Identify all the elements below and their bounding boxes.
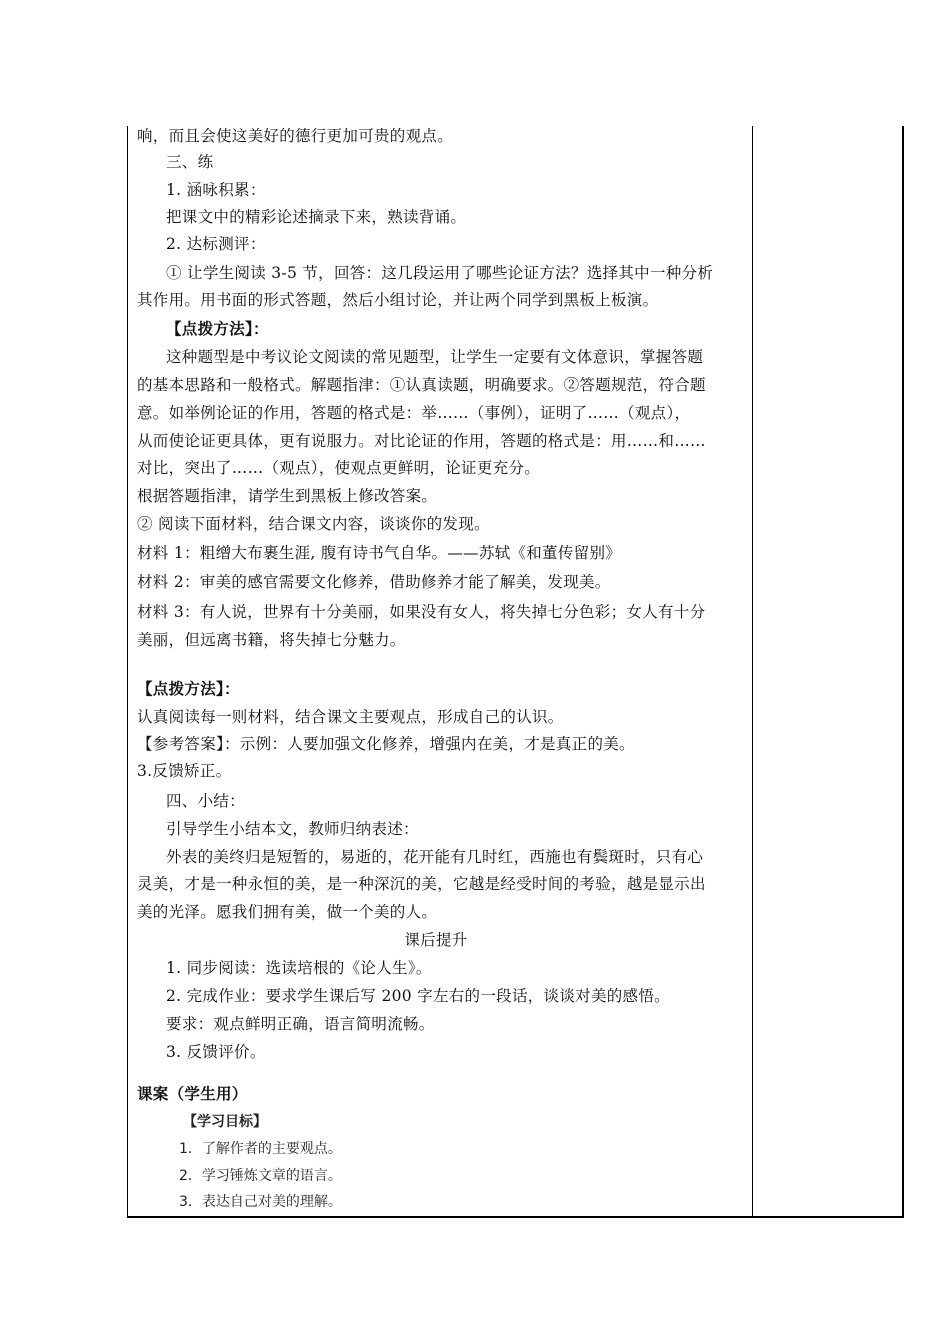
text-line: 3. 反馈评价。 [166,1043,266,1061]
goal-item: 1．了解作者的主要观点。 [179,1141,342,1157]
tip-heading: 【点拨方法】： [137,680,240,698]
lesson-table [127,126,904,1218]
text-line: 认真阅读每一则材料，结合课文主要观点，形成自己的认识。 [137,708,564,726]
text-line: 外表的美终归是短暂的，易逝的，花开能有几时红，西施也有鬓斑时，只有心 [166,848,704,866]
text-line: 1. 同步阅读：选读培根的《论人生》。 [166,959,432,977]
text-line: ① 让学生阅读 3-5 节，回答：这几段运用了哪些论证方法？选择其中一种分析 [166,264,714,282]
section-title: 课后提升 [404,931,468,949]
text-line: 引导学生小结本文，教师归纳表述： [166,820,419,838]
text-line: 的基本思路和一般格式。解题指津：①认真读题，明确要求。②答题规范，符合题 [137,376,706,394]
column-divider [752,126,753,1216]
text-line: 1. 涵咏积累： [166,181,266,199]
text-line: 2. 完成作业：要求学生课后写 200 字左右的一段话，谈谈对美的感悟。 [166,987,670,1005]
tip-heading: 【点拨方法】： [166,320,269,338]
text-line: ② 阅读下面材料，结合课文内容，谈谈你的发现。 [137,515,490,533]
goal-item: 3．表达自己对美的理解。 [179,1194,342,1210]
goal-item: 2．学习锤炼文章的语言。 [179,1168,342,1184]
text-line: 材料 2：审美的感官需要文化修养，借助修养才能了解美，发现美。 [137,573,611,591]
text-line: 对比，突出了……（观点），使观点更鲜明，论证更充分。 [137,459,541,477]
text-line: 材料 3：有人说，世界有十分美丽，如果没有女人，将失掉七分色彩；女人有十分 [137,603,706,621]
text-line: 这种题型是中考议论文阅读的常见题型，让学生一定要有文体意识，掌握答题 [166,348,704,366]
text-line: 要求：观点鲜明正确，语言简明流畅。 [166,1015,435,1033]
text-line: 灵美，才是一种永恒的美，是一种深沉的美，它越是经受时间的考验，越是显示出 [137,875,706,893]
learning-goals-image [173,1111,473,1217]
text-line: 根据答题指津，请学生到黑板上修改答案。 [137,487,438,505]
text-line: 从而使论证更具体，更有说服力。对比论证的作用，答题的格式是：用……和…… [137,432,706,450]
text-line: 响，而且会使这美好的德行更加可贵的观点。 [137,127,454,145]
text-line: 其作用。用书面的形式答题，然后小组讨论，并让两个同学到黑板上板演。 [137,291,659,309]
text-line: 3.反馈矫正。 [137,762,232,780]
section-heading: 三、练 [166,153,214,171]
goals-title: 【学习目标】 [183,1114,267,1130]
text-line: 2. 达标测评： [166,235,266,253]
text-line: 材料 1：粗缯大布裹生涯, 腹有诗书气自华。——苏轼《和董传留别》 [137,544,622,562]
text-line: 把课文中的精彩论述摘录下来，熟读背诵。 [166,208,467,226]
text-line: 意。如举例论证的作用，答题的格式是：举……（事例），证明了……（观点）， [137,404,691,422]
text-line: 【参考答案】：示例：人要加强文化修养，增强内在美，才是真正的美。 [137,735,635,753]
section-heading: 四、小结： [166,792,246,810]
text-line: 美的光泽。愿我们拥有美，做一个美的人。 [137,903,438,921]
text-line: 美丽，但远离书籍，将失掉七分魅力。 [137,631,406,649]
student-case-heading: 课案（学生用） [137,1085,248,1103]
